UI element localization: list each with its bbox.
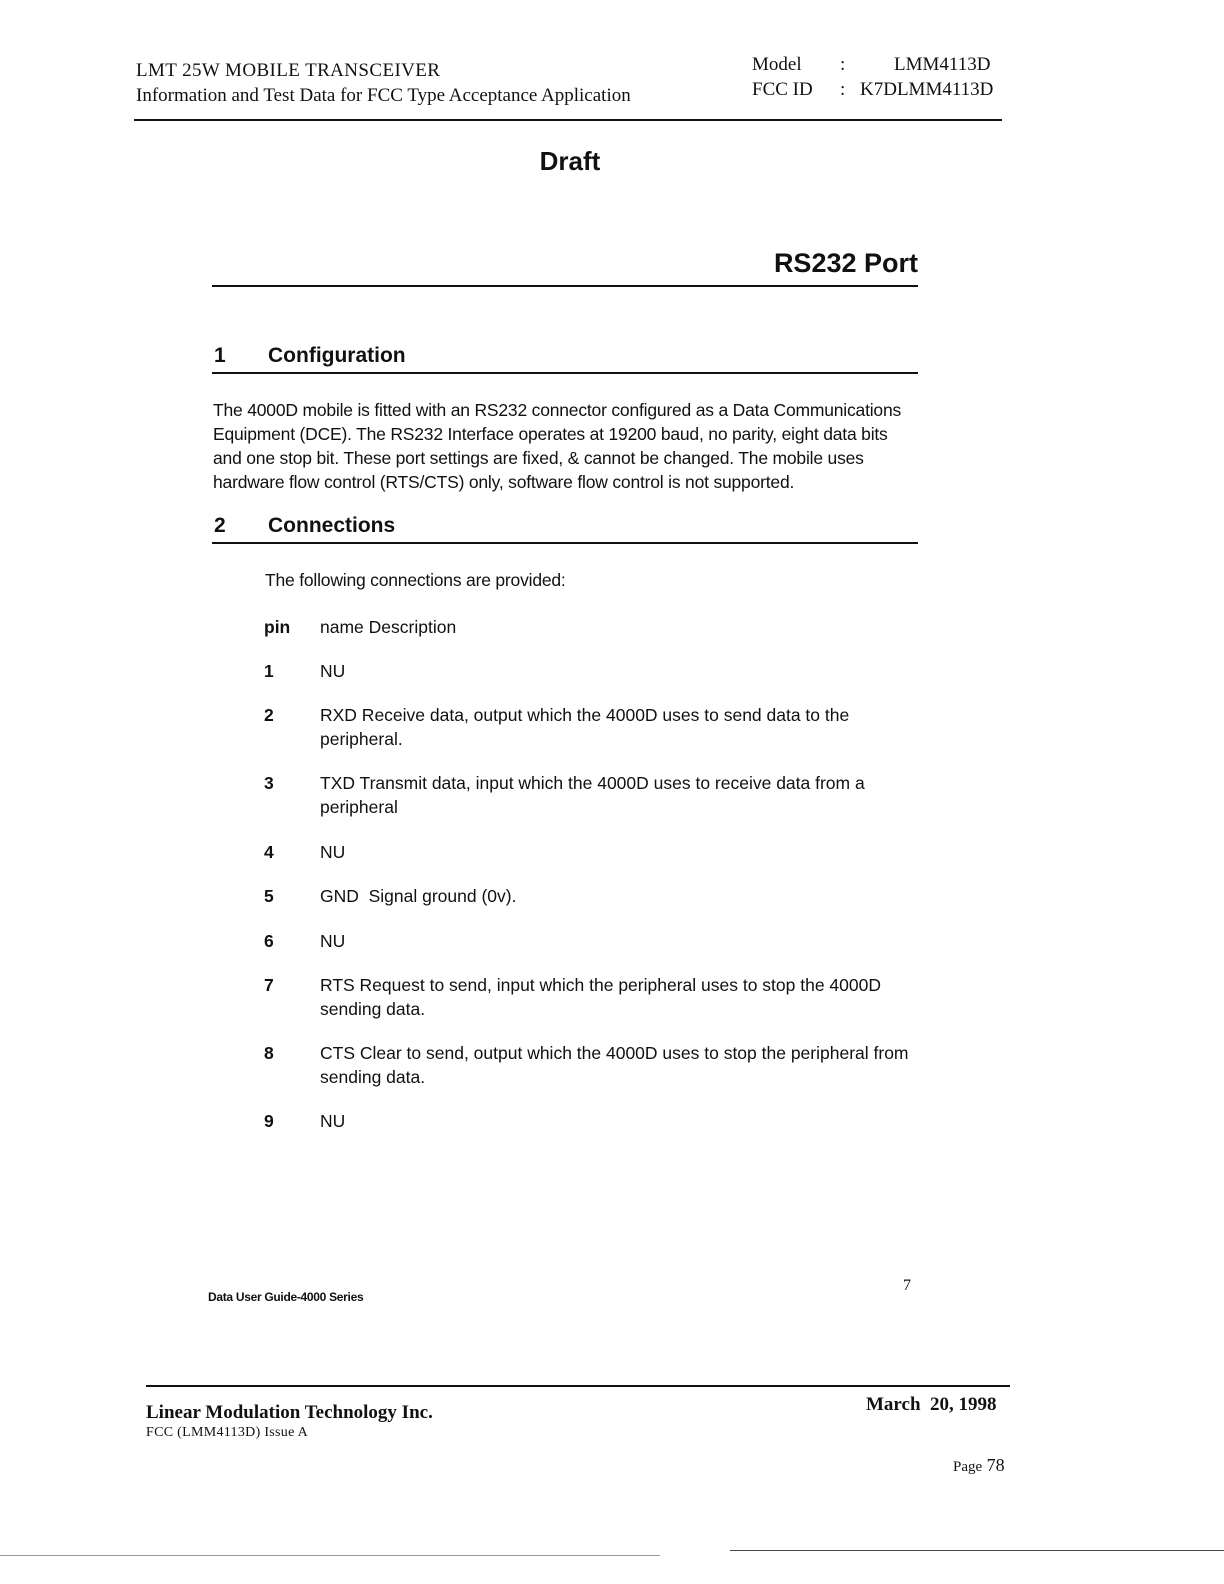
section-1-number: 1	[214, 344, 226, 367]
scan-edge-line	[0, 1555, 660, 1556]
fcc-id-label: FCC ID	[752, 79, 813, 100]
header-titles	[136, 58, 631, 108]
scan-edge-line	[730, 1550, 1224, 1551]
pin-description: NU	[320, 842, 346, 862]
pin-description: RXD Receive data, output which the 4000D uses to send data to the peripheral.	[320, 705, 850, 749]
draft-label: Draft	[539, 146, 601, 176]
pin-number: 4	[264, 842, 274, 862]
section-2-title: Connections	[268, 514, 396, 537]
table-row	[262, 884, 922, 908]
pin-description: RTS Request to send, input which the peripheral uses to stop the 4000D sending data.	[320, 975, 881, 1019]
table-row	[262, 1041, 922, 1089]
guide-footer: Data User Guide-4000 Series	[208, 1290, 364, 1304]
table-row	[262, 840, 922, 864]
table-row	[262, 771, 922, 819]
issue-label: FCC (LMM4113D) Issue A	[146, 1425, 309, 1440]
pin-number: 7	[264, 975, 274, 995]
description-column-header: name Description	[320, 617, 457, 637]
table-row	[262, 659, 922, 683]
table-row	[262, 703, 922, 751]
model-label: Model	[752, 54, 802, 75]
fcc-id-separator: :	[840, 79, 846, 100]
pin-description: GND Signal ground (0v).	[320, 886, 517, 906]
header-divider	[134, 119, 1002, 121]
model-separator: :	[840, 54, 846, 75]
footer-divider	[146, 1385, 1010, 1387]
pin-description: NU	[320, 661, 346, 681]
pin-number: 6	[264, 931, 274, 951]
header-ids	[752, 52, 993, 102]
section-2-heading	[214, 514, 395, 538]
pin-description: NU	[320, 1111, 346, 1131]
section-2-divider	[212, 542, 918, 544]
section-2-number: 2	[214, 514, 226, 537]
section-1-heading	[214, 344, 406, 368]
pin-number: 8	[264, 1043, 274, 1063]
pin-number: 2	[264, 705, 274, 725]
page-label: Page	[953, 1459, 983, 1475]
header-title: LMT 25W MOBILE TRANSCEIVER	[136, 60, 441, 81]
guide-page-number: 7	[903, 1277, 911, 1294]
table-row	[262, 1109, 922, 1133]
model-value: LMM4113D	[894, 54, 991, 75]
section-1-divider	[212, 372, 918, 374]
fcc-id-value: K7DLMM4113D	[860, 79, 994, 100]
pin-description: NU	[320, 931, 346, 951]
page-title: RS232 Port	[773, 248, 918, 278]
header-subtitle: Information and Test Data for FCC Type Acceptance Application	[136, 85, 631, 106]
configuration-paragraph: The 4000D mobile is fitted with an RS232 connector configured as a Data Communications Equipment (DCE). The RS232 Interface operates at 19200 baud, no parity, eight data bits and one stop bit. These port settings are fixed, & cannot be changed. The mobile uses hardware flow control (RTS/CTS) only, software flow control is not supported.	[213, 400, 902, 492]
connections-intro: The following connections are provided:	[265, 570, 566, 590]
section-1-title: Configuration	[268, 344, 406, 367]
table-row	[262, 929, 922, 953]
pin-description: TXD Transmit data, input which the 4000D uses to receive data from a peripheral	[320, 773, 865, 817]
pin-column-header: pin	[264, 617, 291, 637]
fcc-id-row	[752, 77, 993, 102]
title-divider	[212, 285, 918, 287]
pin-number: 5	[264, 886, 274, 906]
page-number	[953, 1455, 1005, 1476]
pin-number: 1	[264, 661, 274, 681]
company-name: Linear Modulation Technology Inc.	[146, 1402, 433, 1423]
pin-number: 9	[264, 1111, 274, 1131]
page-value: 78	[986, 1455, 1005, 1475]
pin-description: CTS Clear to send, output which the 4000D uses to stop the peripheral from sending data.	[320, 1043, 909, 1087]
pin-table-header	[262, 615, 922, 639]
footer-date: March 20, 1998	[866, 1394, 997, 1415]
table-row	[262, 973, 922, 1021]
model-row	[752, 52, 993, 77]
pin-number: 3	[264, 773, 274, 793]
